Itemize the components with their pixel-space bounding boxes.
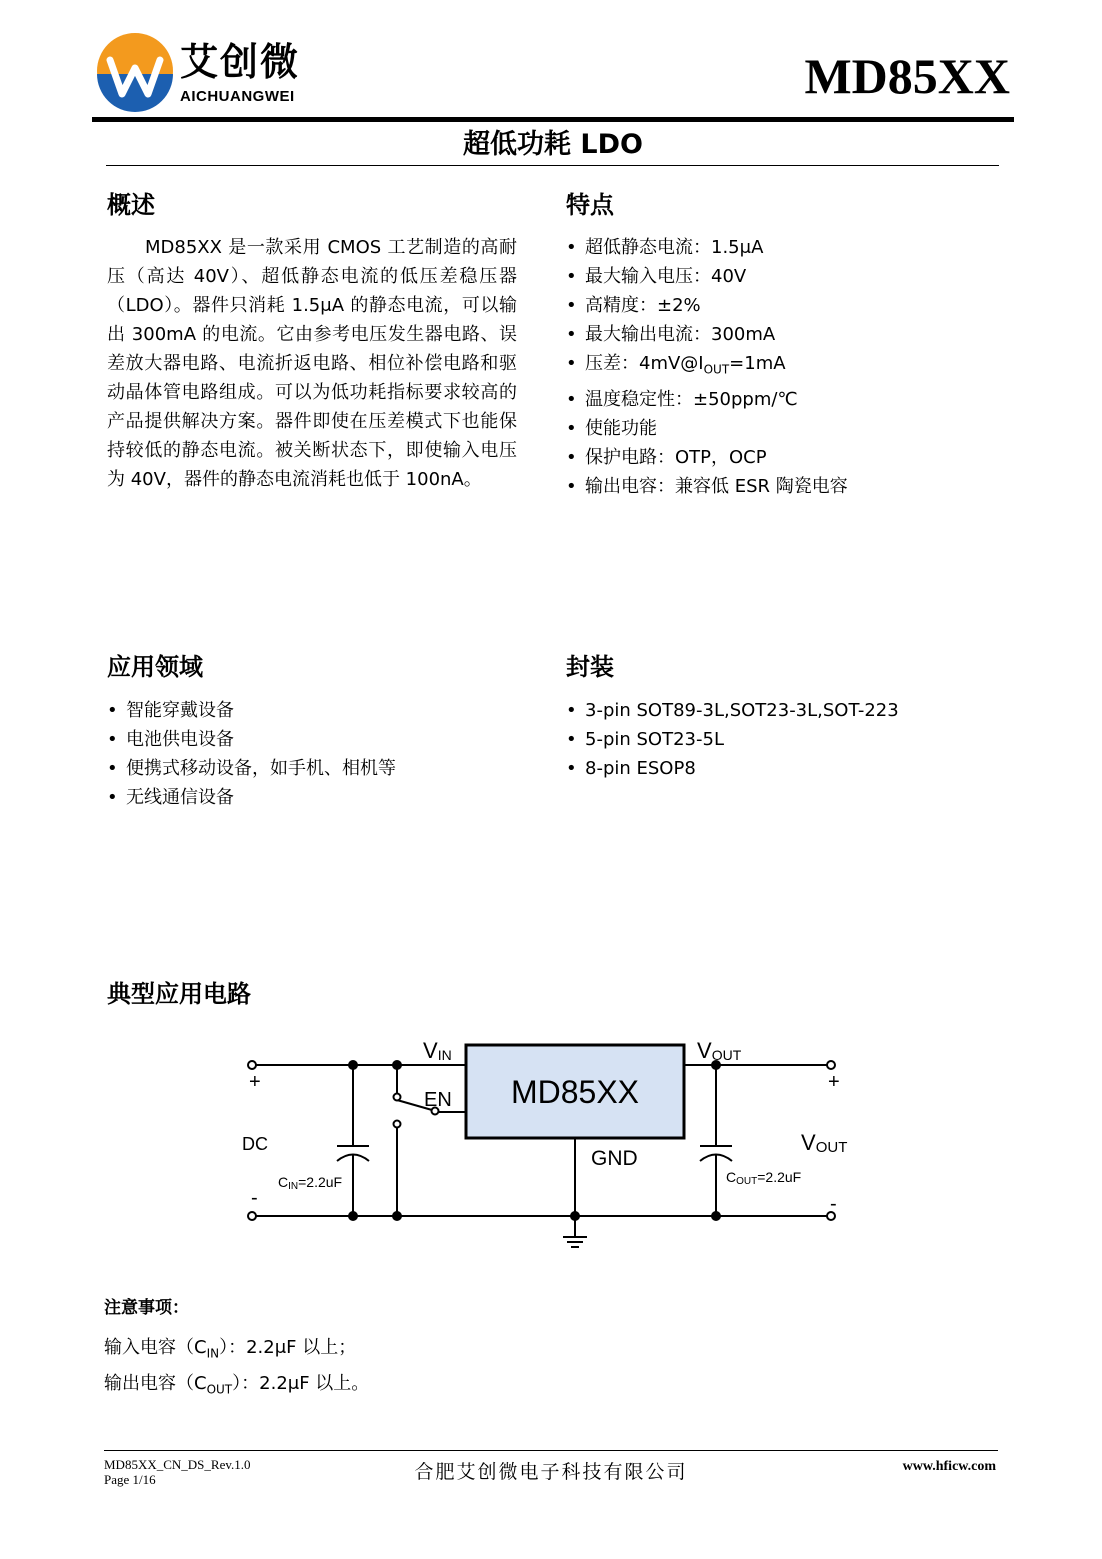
cin-label: CIN=2.2uF bbox=[278, 1174, 343, 1192]
list-item: • 温度稳定性：±50ppm/℃ bbox=[566, 385, 848, 414]
out-plus: + bbox=[828, 1071, 840, 1093]
list-item: • 电池供电设备 bbox=[107, 725, 396, 754]
list-item: • 输出电容：兼容低 ESR 陶瓷电容 bbox=[566, 472, 848, 501]
model-number: MD85XX bbox=[804, 48, 1010, 104]
chip-label: MD85XX bbox=[510, 1074, 640, 1110]
vout-pin-label: VOUT bbox=[697, 1038, 742, 1063]
note-output-capacitor: 输出电容$(C_{OUT})$：2.2μF 以上。 bbox=[104, 1373, 370, 1397]
out-minus: - bbox=[830, 1193, 837, 1215]
overview-text: MD85XX 是一款采用 CMOS 工艺制造的高耐压（高达 40V）、超低静态电流的低压差稳压器（LDO）。器件只消耗 1.5μA 的静态电流，可以输出 300mA 的电流。它由参考电压发生器电路、误差放大器电路、电流折返电路、相位补偿电路和驱动晶体管电路组成。可以为低功耗指标要求较高的产品提供解决方案。器件即使在压差模式下也能保持较低的静态电流。被关断状态下，即使输入电压为 40V，器件的静态电流消耗也低于 100nA。 bbox=[107, 237, 517, 490]
gnd-label: GND bbox=[591, 1147, 638, 1170]
footer-website[interactable]: www.hficw.com bbox=[902, 1459, 996, 1474]
list-item: • 5-pin SOT23-5L bbox=[566, 725, 899, 754]
logo-subtitle: AICHUANGWEI bbox=[180, 88, 295, 105]
dc-label: DC bbox=[242, 1134, 268, 1154]
doc-id: MD85XX_CN_DS_Rev.1.0 bbox=[104, 1457, 251, 1472]
list-item: • 无线通信设备 bbox=[107, 783, 396, 812]
list-item: • 智能穿戴设备 bbox=[107, 696, 396, 725]
circuit-heading: 典型应用电路 bbox=[107, 980, 251, 1008]
vin-label: VIN bbox=[423, 1038, 452, 1063]
list-item: • 超低静态电流：1.5μA bbox=[566, 233, 848, 262]
list-item: • 3-pin SOT89-3L,SOT23-3L,SOT-223 bbox=[566, 696, 899, 725]
list-item: • 最大输出电流：300mA bbox=[566, 320, 848, 349]
cout-label: COUT=2.2uF bbox=[726, 1169, 802, 1187]
feature-dropout-label: 压差：4mV@I bbox=[585, 353, 704, 374]
note-input-capacitor: 输入电容$(C_{IN})$：2.2μF 以上； bbox=[104, 1337, 357, 1361]
list-item: • 使能功能 bbox=[566, 414, 848, 443]
list-item: • 最大输入电压：40V bbox=[566, 262, 848, 291]
notes-title: 注意事项： bbox=[104, 1298, 189, 1318]
logo-name: 艾创微 bbox=[180, 40, 301, 84]
feature-dropout-sub: OUT bbox=[703, 362, 730, 377]
page-number: Page 1/16 bbox=[104, 1472, 156, 1487]
list-item: • 保护电路：OTP，OCP bbox=[566, 443, 848, 472]
packages-heading: 封装 bbox=[566, 653, 614, 681]
features-heading: 特点 bbox=[566, 191, 614, 219]
dc-minus: - bbox=[251, 1187, 258, 1209]
list-item: • 8-pin ESOP8 bbox=[566, 754, 899, 783]
list-item: • 高精度：±2% bbox=[566, 291, 848, 320]
page-title: 超低功耗 LDO bbox=[463, 129, 643, 160]
vout-output-label: VOUT bbox=[801, 1130, 848, 1156]
dc-plus: + bbox=[249, 1071, 261, 1093]
overview-heading: 概述 bbox=[107, 191, 155, 219]
footer-company: 合肥艾创微电子科技有限公司 bbox=[414, 1461, 688, 1483]
footer-rule bbox=[104, 1450, 998, 1451]
en-label: EN bbox=[424, 1089, 452, 1111]
feature-dropout-value: =1mA bbox=[729, 353, 786, 374]
list-item: • 便携式移动设备，如手机、相机等 bbox=[107, 754, 396, 783]
applications-heading: 应用领域 bbox=[107, 653, 203, 681]
